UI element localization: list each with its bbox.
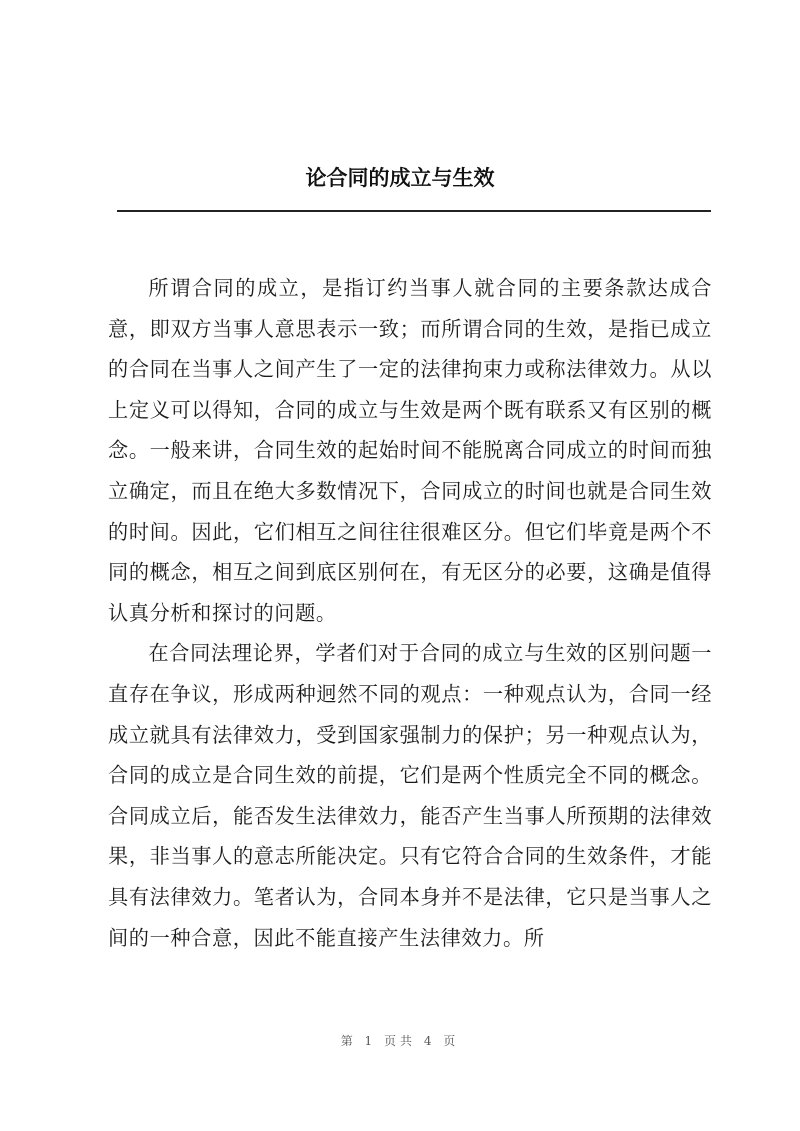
paragraph-1: 所谓合同的成立，是指订约当事人就合同的主要条款达成合意，即双方当事人意思表示一致；而所谓合同的生效，是指已成立的合同在当事人之间产生了一定的法律拘束力或称法律效力。从以上定义可以得知，合同的成立与生效是两个既有联系又有区别的概念。一般来讲，合同生效的起始时间不能脱离合同成立的时间而独立确定，而且在绝大多数情况下，合同成立的时间也就是合同生效的时间。因此，它们相互之间往往很难区分。但它们毕竟是两个不同的概念，相互之间到底区别何在，有无区分的必要，这确是值得认真分析和探讨的问题。 <box>108 276 712 625</box>
document-body <box>108 268 712 958</box>
title-divider <box>117 210 711 212</box>
paragraph-2: 在合同法理论界，学者们对于合同的成立与生效的区别问题一直存在争议，形成两种迥然不同的观点：一种观点认为，合同一经成立就具有法律效力，受到国家强制力的保护；另一种观点认为，合同的成立是合同生效的前提，它们是两个性质完全不同的概念。合同成立后，能否发生法律效力，能否产生当事人所预期的法律效果，非当事人的意志所能决定。只有它符合合同的生效条件，才能具有法律效力。笔者认为，合同本身并不是法律，它只是当事人之间的一种合意，因此不能直接产生法律效力。所 <box>108 641 712 950</box>
page-number-footer: 第 1 页共 4 页 <box>340 1034 460 1048</box>
document-title: 论合同的成立与生效 <box>305 166 495 190</box>
